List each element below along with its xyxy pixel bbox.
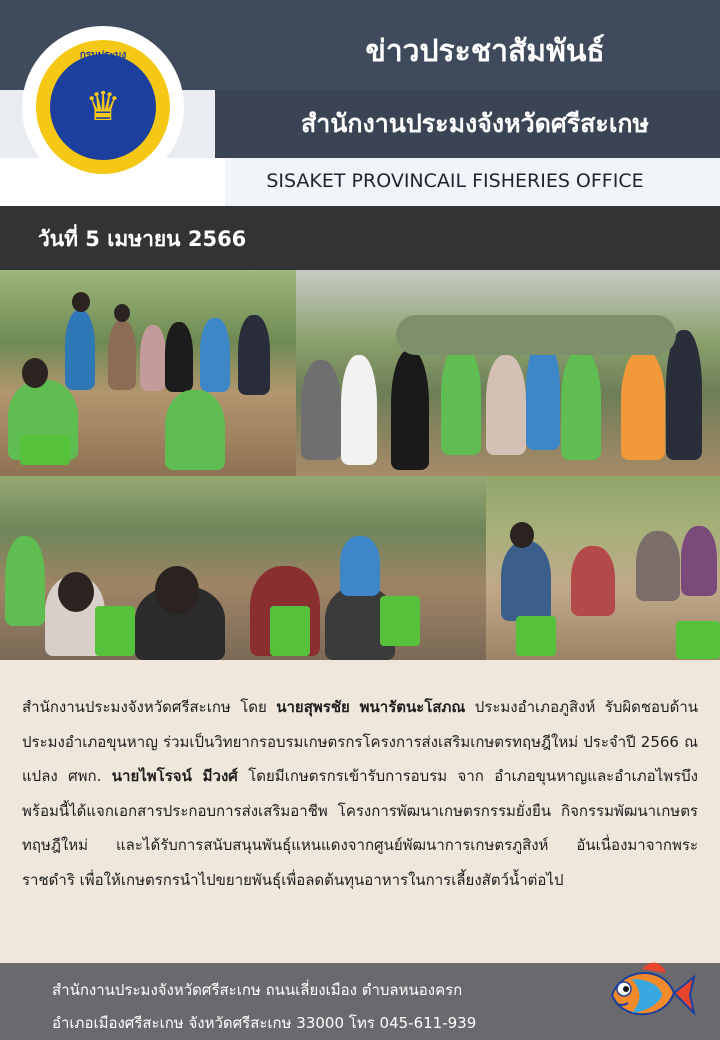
office-name-english: SISAKET PROVINCAIL FISHERIES OFFICE [266, 170, 644, 192]
photo-farmers-reading [486, 476, 720, 660]
emblem-icon: ♛ [85, 84, 121, 130]
photo-training-outdoor [0, 270, 296, 476]
page-title: ข่าวประชาสัมพันธ์ [365, 34, 605, 69]
footer-address-line-1: สำนักงานประมงจังหวัดศรีสะเกษ ถนนเลี่ยงเมือง ตำบลหนองครก [52, 981, 463, 999]
body-text-3: โดยมีเกษตรกรเข้ารับการอบรม จาก อำเภอขุนหาญและอำเภอไพรบึง พร้อมนี้ได้แจกเอกสารประกอบการส่งเสริมอาชีพ โครงการพัฒนาเกษตรกรรมยั่งยืน กิจกรรมพัฒนาเกษตรทฤษฎีใหม่ และได้รับการสนับสนุนพันธุ์แหนแดงจากศูนย์พัฒนาการเกษตรภูสิงห์ อันเนื่องมาจากพระราชดำริ เพื่อให้เกษตรกรนำไปขยายพันธุ์เพื่อลดต้นทุนอาหารในการเลี้ยงสัตว์น้ำต่อไป [22, 767, 698, 889]
footer-address-line-2: อำเภอเมืองศรีสะเกษ จังหวัดศรีสะเกษ 33000 โทร 045-611-939 [52, 1014, 477, 1032]
photo-seated-audience [0, 476, 486, 660]
body-text-2: ประมงอำเภอภูสิงห์ รับผิดชอบด้านประมงอำเภอขุนหาญ ร่วมเป็นวิทยากรอบรมเกษตรกรโครงการส่งเสริมเกษตรทฤษฎีใหม่ ประจำปี 2566 ณ แปลง ศพก. [22, 698, 698, 786]
news-body [22, 690, 698, 898]
photo-group [296, 270, 720, 476]
body-text-1: สำนักงานประมงจังหวัดศรีสะเกษ โดย [22, 698, 277, 716]
office-name-thai: สำนักงานประมงจังหวัดศรีสะเกษ [300, 109, 650, 138]
fish-mascot-icon [602, 955, 698, 1033]
news-date: วันที่ 5 เมษายน 2566 [38, 227, 247, 251]
speaker-name: นายสุพรชัย พนารัตนะโสภณ [276, 698, 466, 716]
host-name: นายไพโรจน์ มีวงศ์ [111, 767, 238, 786]
logo-text: กรมประมง [79, 50, 127, 61]
